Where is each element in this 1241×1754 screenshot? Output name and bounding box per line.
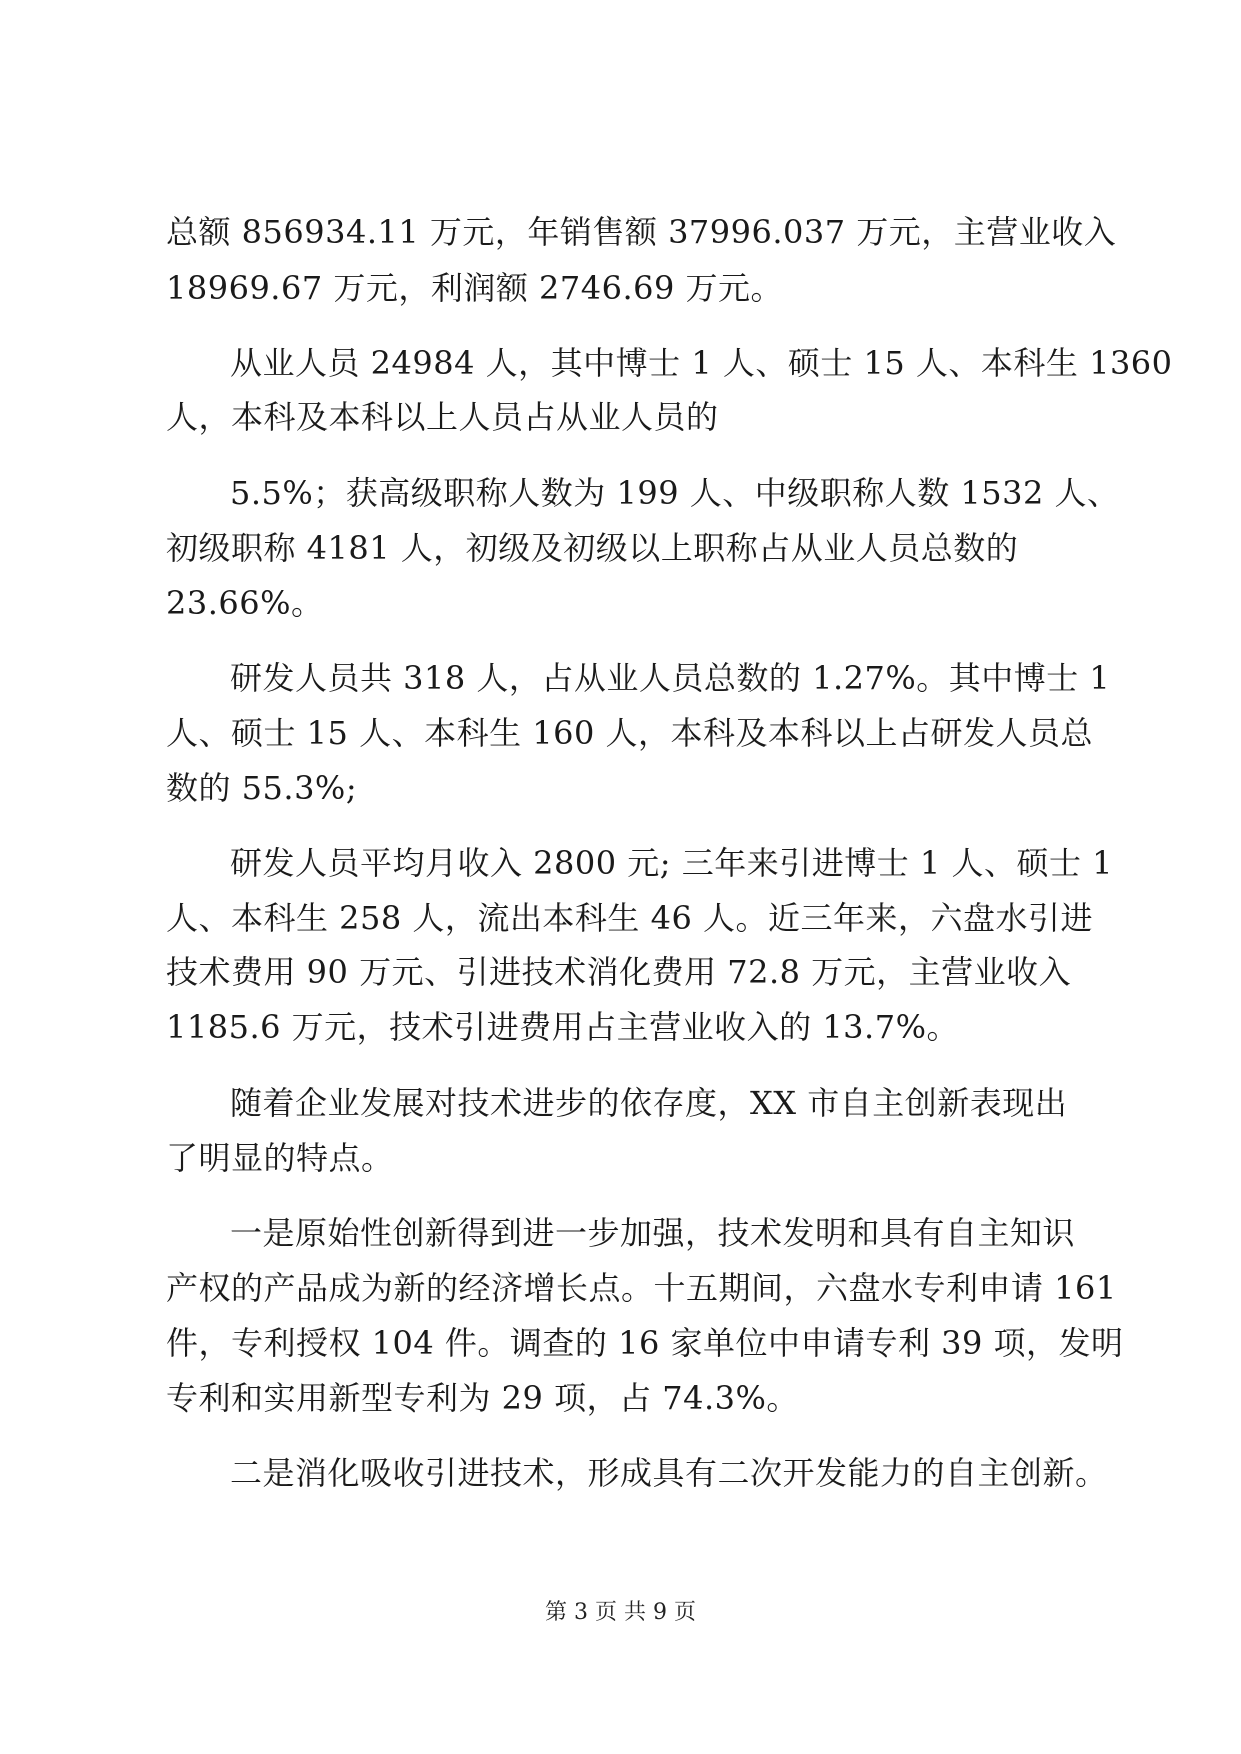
paragraph-line: 人、本科生 258 人，流出本科生 46 人。近三年来，六盘水引进 (166, 899, 1093, 937)
paragraph-line: 技术费用 90 万元、引进技术消化费用 72.8 万元，主营业收入 (166, 953, 1072, 991)
paragraph-line: 人、硕士 15 人、本科生 160 人，本科及本科以上占研发人员总 (166, 714, 1093, 752)
paragraph-line: 5.5%；获高级职称人数为 199 人、中级职称人数 1532 人、 (230, 474, 1120, 512)
paragraph-line: 件，专利授权 104 件。调查的 16 家单位中申请专利 39 项，发明 (166, 1324, 1124, 1362)
paragraph-line: 初级职称 4181 人，初级及初级以上职称占从业人员总数的 (166, 529, 1019, 567)
paragraph-line: 了明显的特点。 (166, 1139, 394, 1177)
paragraph-line: 随着企业发展对技术进步的依存度，XX 市自主创新表现出 (230, 1084, 1068, 1122)
paragraph-line: 人，本科及本科以上人员占从业人员的 (166, 398, 719, 436)
paragraph-line: 产权的产品成为新的经济增长点。十五期间，六盘水专利申请 161 (166, 1269, 1117, 1307)
paragraph-line: 1185.6 万元，技术引进费用占主营业收入的 13.7%。 (166, 1008, 959, 1046)
paragraph-line: 总额 856934.11 万元，年销售额 37996.037 万元，主营业收入 (166, 213, 1117, 251)
paragraph-line: 研发人员平均月收入 2800 元; 三年来引进博士 1 人、硕士 1 (230, 844, 1113, 882)
paragraph-line: 研发人员共 318 人，占从业人员总数的 1.27%。其中博士 1 (230, 659, 1111, 697)
paragraph-line: 23.66%。 (166, 584, 324, 622)
paragraph-line: 18969.67 万元，利润额 2746.69 万元。 (166, 269, 784, 307)
page-number-footer: 第 3 页 共 9 页 (545, 1600, 696, 1625)
paragraph-line: 二是消化吸收引进技术，形成具有二次开发能力的自主创新。 (230, 1454, 1108, 1492)
paragraph-line: 专利和实用新型专利为 29 项，占 74.3%。 (166, 1379, 799, 1417)
paragraph-line: 数的 55.3%; (166, 769, 358, 807)
paragraph-line: 从业人员 24984 人，其中博士 1 人、硕士 15 人、本科生 1360 (230, 344, 1173, 382)
paragraph-line: 一是原始性创新得到进一步加强，技术发明和具有自主知识 (230, 1214, 1076, 1252)
